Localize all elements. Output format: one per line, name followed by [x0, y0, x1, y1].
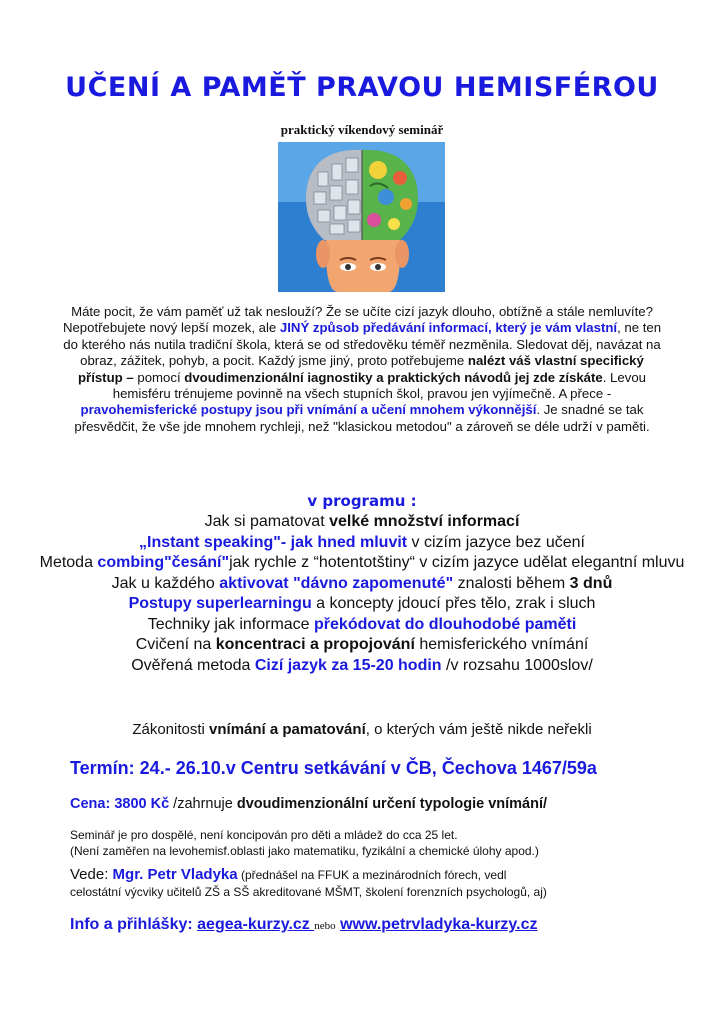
program-text: znalosti během	[453, 574, 570, 592]
program-highlight: Postupy superlearningu	[128, 595, 312, 612]
lecturer-name: Mgr. Petr Vladyka	[112, 866, 238, 883]
program-highlight: aktivovat "dávno zapomenuté"	[219, 574, 454, 592]
program-highlight: Cizí jazyk za 15-20 hodin	[254, 656, 442, 674]
intro-highlight: JINÝ způsob předávání informací, který je vám vlastní	[279, 320, 618, 336]
intro-text: pomocí	[137, 369, 185, 385]
contact-label: Info a přihlášky:	[70, 916, 198, 933]
program-item	[30, 615, 694, 636]
program-text: jak rychle z “hotentotštiny“ v cizím jazyce udělat elegantní mluvu	[229, 554, 685, 571]
laws-bold: vnímání a pamatování	[209, 721, 366, 738]
contact-or: nebo	[314, 920, 336, 932]
intro-paragraph	[60, 304, 664, 435]
program-item	[30, 574, 694, 595]
event-date: Termín: 24.- 26.10.v Centru setkávání v ČB, Čechova 1467/59a	[70, 758, 597, 778]
program-item	[30, 533, 694, 554]
price-value: Cena: 3800 Kč	[70, 796, 170, 812]
price-text: /zahrnuje	[169, 796, 237, 812]
lecturer-bio: (přednášel na FFUK a mezinárodních fórech, vedl	[237, 868, 507, 882]
program-item	[30, 656, 694, 677]
laws-text: Zákonitosti	[132, 721, 210, 738]
program-text: hemisferického vnímání	[414, 636, 589, 653]
lecturer-label: Vede:	[70, 866, 113, 883]
intro-text: . Je snadné se tak přesvědčit, že vše jde mnohem rychleji, než "klasickou metodou" a zároveň se déle udrží v paměti.	[74, 402, 650, 434]
program-highlight: combing"česání"	[97, 554, 230, 571]
laws-line	[0, 721, 724, 738]
program-list	[30, 512, 694, 676]
program-text: a koncepty jdoucí přes tělo, zrak i sluch	[311, 595, 596, 612]
program-text: Ověřená metoda	[131, 656, 255, 674]
program-text: Techniky jak informace	[147, 615, 315, 633]
page-title: UČENÍ A PAMĚŤ PRAVOU HEMISFÉROU	[65, 72, 659, 103]
note-line: (Není zaměřen na levohemisf.oblasti jako matematiku, fyzikální a chemické úlohy apod.)	[70, 843, 539, 858]
audience-note	[70, 828, 539, 859]
price-line	[70, 796, 547, 812]
lecturer-info	[70, 866, 670, 900]
program-text: Cvičení na	[135, 636, 216, 653]
program-text: Jak si pamatovat	[204, 513, 330, 530]
contact-line	[70, 916, 537, 934]
program-text: /v rozsahu 1000slov/	[441, 656, 593, 674]
link-petrvladyka[interactable]: www.petrvladyka-kurzy.cz	[340, 916, 538, 933]
intro-text: . Levou hemisféru trénujeme povinně na všech stupních škol, pravou jen vyjímečně. A přece -	[112, 369, 646, 402]
note-line: Seminář je pro dospělé, není koncipován pro děti a mládež do cca 25 let.	[70, 828, 458, 842]
program-text: v cizím jazyce bez učení	[407, 533, 585, 551]
program-highlight: „Instant speaking"- jak hned mluvit	[139, 533, 408, 551]
program-highlight: překódovat do dlouhodobé paměti	[314, 615, 577, 633]
program-item	[30, 594, 694, 615]
program-item	[30, 635, 694, 656]
program-item	[30, 512, 694, 533]
program-text: Metoda	[39, 554, 98, 571]
link-aegea[interactable]: aegea-kurzy.cz	[197, 916, 315, 933]
program-bold: koncentraci a propojování	[215, 636, 415, 653]
intro-text: Máte pocit, že vám paměť už tak neslouží? Že se učíte cizí jazyk dlouho, obtížně a stále nemluvíte? Nepotřebujete nový lepší mozek, ale	[62, 304, 653, 336]
program-bold: 3 dnů	[569, 574, 613, 592]
intro-bold: dvoudimenzionální iagnostiky a praktických návodů jej zde získáte	[184, 369, 603, 385]
intro-bold: nalézt váš vlastní specifický přístup –	[78, 353, 644, 385]
intro-text: , ne ten do kterého nás nutila tradiční škola, která se od středověku téměř nezměnila. Sledovat děj, navázat na obraz, zážitek, pohyb, a pocit. Každý jsme jiný, proto potřebujeme	[63, 320, 662, 369]
price-bold: dvoudimenzionální určení typologie vnímání/	[236, 796, 548, 812]
program-item	[30, 553, 694, 574]
program-text: Jak u každého	[111, 574, 220, 592]
intro-highlight: pravohemisferické postupy jsou při vnímání a učení mnohem výkonnější	[80, 402, 537, 418]
program-bold: velké množství informací	[329, 513, 520, 530]
brain-illustration-icon	[278, 142, 445, 292]
page-subtitle: praktický víkendový seminář	[280, 122, 444, 137]
program-heading: v programu :	[307, 492, 417, 510]
laws-text: , o kterých vám ještě nikde neřekli	[365, 721, 592, 738]
lecturer-bio: celostátní výcviky učitelů ZŠ a SŠ akreditované MŠMT, školení forenzních psychologů, aj)	[70, 885, 547, 899]
